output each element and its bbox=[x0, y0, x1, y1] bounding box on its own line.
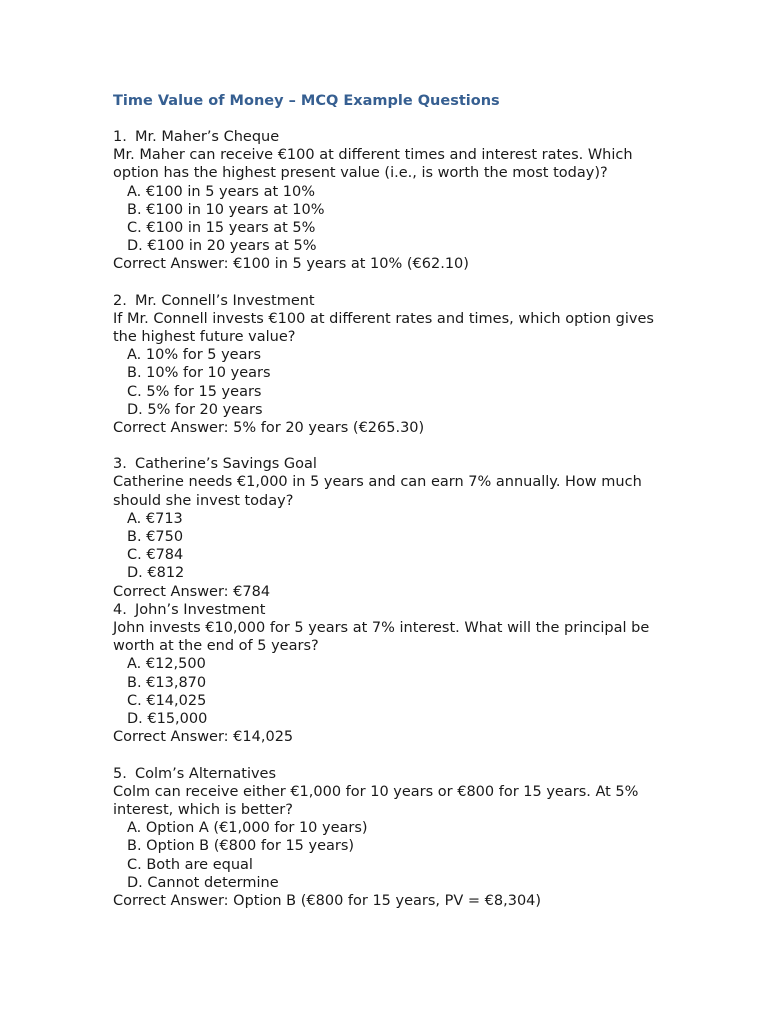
option-c: C. Both are equal bbox=[127, 856, 253, 873]
correct-answer: Correct Answer: €100 in 5 years at 10% (€62.10) bbox=[113, 256, 469, 273]
option-b: B. €13,870 bbox=[127, 674, 207, 691]
option-a: A. €100 in 5 years at 10% bbox=[127, 183, 315, 200]
option-d: D. Cannot determine bbox=[127, 874, 279, 891]
question-text: If Mr. Connell invests €100 at different rates and times, which option gives the highest future value? bbox=[113, 310, 654, 346]
question-title: John’s Investment bbox=[135, 601, 266, 618]
option-d: D. €100 in 20 years at 5% bbox=[127, 238, 317, 255]
question-4 bbox=[113, 601, 673, 747]
document-title: Time Value of Money – MCQ Example Questions bbox=[113, 93, 500, 109]
option-a: A. Option A (€1,000 for 10 years) bbox=[127, 820, 368, 837]
question-heading bbox=[113, 765, 673, 783]
option-c: C. €100 in 15 years at 5% bbox=[127, 220, 316, 237]
option-c: C. €784 bbox=[127, 547, 184, 564]
correct-answer: Correct Answer: €784 bbox=[113, 583, 271, 600]
question-number: 4. bbox=[113, 601, 127, 618]
question-1 bbox=[113, 128, 673, 274]
question-number: 2. bbox=[113, 292, 127, 309]
option-b: B. €750 bbox=[127, 529, 184, 546]
question-heading bbox=[113, 455, 673, 473]
option-list bbox=[113, 183, 673, 256]
question-3 bbox=[113, 455, 673, 601]
option-list bbox=[113, 655, 673, 728]
option-d: D. €812 bbox=[127, 565, 185, 582]
question-heading bbox=[113, 601, 673, 619]
question-heading bbox=[113, 292, 673, 310]
option-a: A. €12,500 bbox=[127, 656, 206, 673]
question-heading bbox=[113, 128, 673, 146]
question-title: Colm’s Alternatives bbox=[135, 765, 277, 782]
question-number: 1. bbox=[113, 129, 127, 145]
option-b: B. Option B (€800 for 15 years) bbox=[127, 838, 355, 855]
question-title: Mr. Connell’s Investment bbox=[135, 292, 315, 309]
option-d: D. 5% for 20 years bbox=[127, 401, 263, 418]
option-a: A. €713 bbox=[127, 510, 183, 527]
correct-answer: Correct Answer: Option B (€800 for 15 years, PV = €8,304) bbox=[113, 892, 542, 909]
question-text: Colm can receive either €1,000 for 10 years or €800 for 15 years. At 5% interest, which is better? bbox=[113, 783, 639, 818]
document-page bbox=[113, 91, 673, 910]
question-number: 5. bbox=[113, 765, 127, 782]
question-2 bbox=[113, 292, 673, 438]
option-list bbox=[113, 346, 673, 419]
option-c: C. 5% for 15 years bbox=[127, 383, 262, 400]
question-text: Catherine needs €1,000 in 5 years and can earn 7% annually. How much should she invest today? bbox=[113, 474, 642, 509]
option-a: A. 10% for 5 years bbox=[127, 347, 262, 364]
question-text: John invests €10,000 for 5 years at 7% interest. What will the principal be worth at the end of 5 years? bbox=[113, 620, 650, 655]
option-b: B. €100 in 10 years at 10% bbox=[127, 201, 325, 218]
correct-answer: Correct Answer: €14,025 bbox=[113, 729, 294, 746]
question-title: Catherine’s Savings Goal bbox=[135, 456, 317, 473]
correct-answer: Correct Answer: 5% for 20 years (€265.30) bbox=[113, 420, 425, 437]
option-list bbox=[113, 819, 673, 892]
question-number: 3. bbox=[113, 456, 127, 473]
option-d: D. €15,000 bbox=[127, 711, 208, 728]
option-list bbox=[113, 510, 673, 583]
question-text: Mr. Maher can receive €100 at different times and interest rates. Which option has the highest present value (i.e., is worth the most today)? bbox=[113, 147, 633, 182]
question-5 bbox=[113, 765, 673, 911]
question-title: Mr. Maher’s Cheque bbox=[135, 129, 280, 145]
option-b: B. 10% for 10 years bbox=[127, 365, 271, 382]
option-c: C. €14,025 bbox=[127, 692, 207, 709]
